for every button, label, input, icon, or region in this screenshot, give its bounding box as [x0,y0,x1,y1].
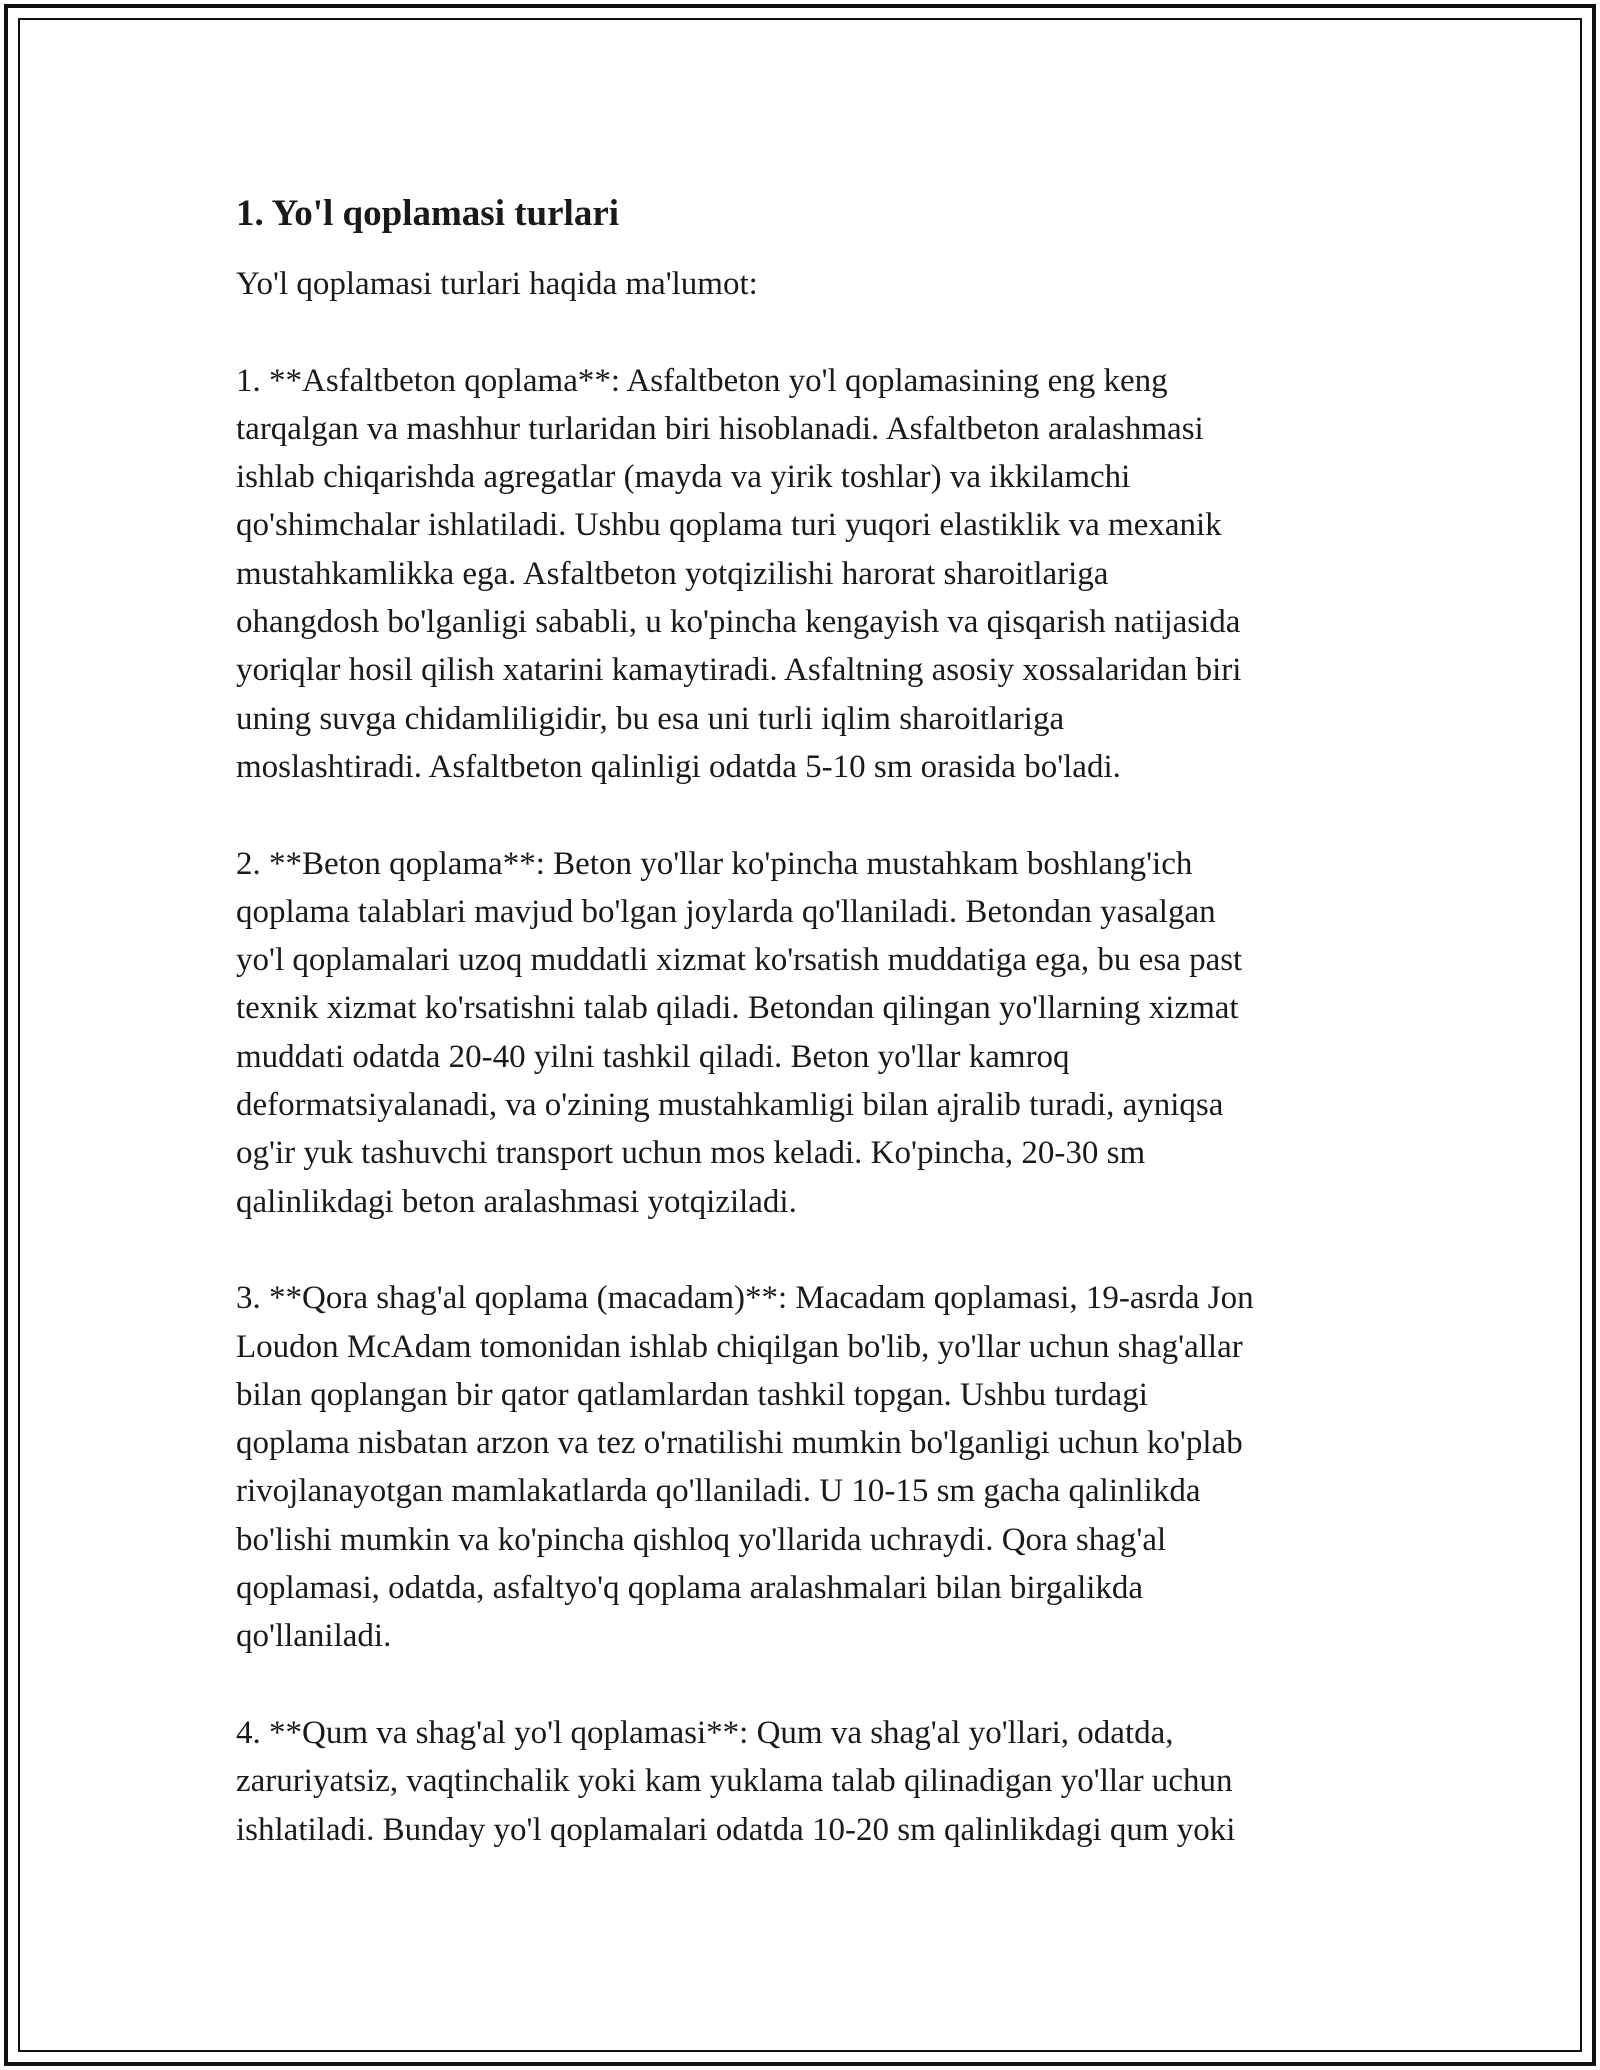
paragraph-line: qalinlikdagi beton aralashmasi yotqiziladi. [236,1183,797,1220]
paragraph-macadam [236,1274,1386,1660]
paragraph-line: Loudon McAdam tomonidan ishlab chiqilgan bo'lib, yo'llar uchun shag'allar [236,1328,1243,1365]
paragraph-line: ishlab chiqarishda agregatlar (mayda va yirik toshlar) va ikkilamchi [236,459,1131,496]
paragraph-qum-shagal [236,1709,1386,1854]
paragraph-line: uning suvga chidamliligidir, bu esa uni turli iqlim sharoitlariga [236,700,1065,737]
paragraph-line: zaruriyatsiz, vaqtinchalik yoki kam yuklama talab qilinadigan yo'llar uchun [236,1763,1233,1800]
paragraph-line: 3. **Qora shag'al qoplama (macadam)**: Macadam qoplamasi, 19-asrda Jon [236,1280,1254,1317]
paragraph-line: 2. **Beton qoplama**: Beton yo'llar ko'pincha mustahkam boshlang'ich [236,845,1193,882]
document-body [236,186,1386,1902]
paragraph-line: mustahkamlikka ega. Asfaltbeton yotqizilishi harorat sharoitlariga [236,555,1109,592]
page-title: 1. Yo'l qoplamasi turlari [236,193,620,234]
paragraph-line: yoriqlar hosil qilish xatarini kamaytiradi. Asfaltning asosiy xossalaridan biri [236,652,1242,689]
paragraph-line: yo'l qoplamalari uzoq muddatli xizmat ko'rsatish muddatiga ega, bu esa past [236,942,1243,979]
paragraph-line: ohangdosh bo'lganligi sababli, u ko'pincha kengayish va qisqarish natijasida [236,604,1241,641]
paragraph-line: bilan qoplangan bir qator qatlamlardan tashkil topgan. Ushbu turdagi [236,1376,1148,1413]
paragraph-line: qoplama nisbatan arzon va tez o'rnatilishi mumkin bo'lganligi uchun ko'plab [236,1425,1243,1462]
paragraph-beton [236,840,1386,1226]
paragraph-line: tarqalgan va mashhur turlaridan biri hisoblanadi. Asfaltbeton aralashmasi [236,410,1204,447]
paragraph-line: muddati odatda 20-40 yilni tashkil qiladi. Beton yo'llar kamroq [236,1038,1070,1075]
paragraph-line: ishlatiladi. Bunday yo'l qoplamalari odatda 10-20 sm qalinlikdagi qum yoki [236,1811,1236,1848]
paragraph-line: qoplamasi, odatda, asfaltyo'q qoplama aralashmalari bilan birgalikda [236,1570,1144,1607]
paragraph-line: deformatsiyalanadi, va o'zining mustahkamligi bilan ajralib turadi, ayniqsa [236,1087,1224,1124]
paragraph-line: rivojlanayotgan mamlakatlarda qo'llaniladi. U 10-15 sm gacha qalinlikda [236,1473,1201,1510]
paragraph-line: texnik xizmat ko'rsatishni talab qiladi. Betondan qilingan yo'llarning xizmat [236,990,1239,1027]
paragraph-line: og'ir yuk tashuvchi transport uchun mos keladi. Ko'pincha, 20-30 sm [236,1135,1146,1172]
intro-paragraph [236,260,1386,308]
paragraph-line: 1. **Asfaltbeton qoplama**: Asfaltbeton yo'l qoplamasining eng keng [236,362,1168,399]
paragraph-line: 4. **Qum va shag'al yo'l qoplamasi**: Qum va shag'al yo'llari, odatda, [236,1714,1174,1751]
paragraph-line: Yo'l qoplamasi turlari haqida ma'lumot: [236,266,758,302]
paragraph-asfaltbeton [236,357,1386,792]
paragraph-line: moslashtiradi. Asfaltbeton qalinligi odatda 5-10 sm orasida bo'ladi. [236,748,1121,785]
paragraph-line: qo'llaniladi. [236,1618,392,1655]
paragraph-line: qo'shimchalar ishlatiladi. Ushbu qoplama turi yuqori elastiklik va mexanik [236,507,1222,544]
paragraph-line: bo'lishi mumkin va ko'pincha qishloq yo'llarida uchraydi. Qora shag'al [236,1521,1167,1558]
paragraph-line: qoplama talablari mavjud bo'lgan joylarda qo'llaniladi. Betondan yasalgan [236,893,1216,930]
